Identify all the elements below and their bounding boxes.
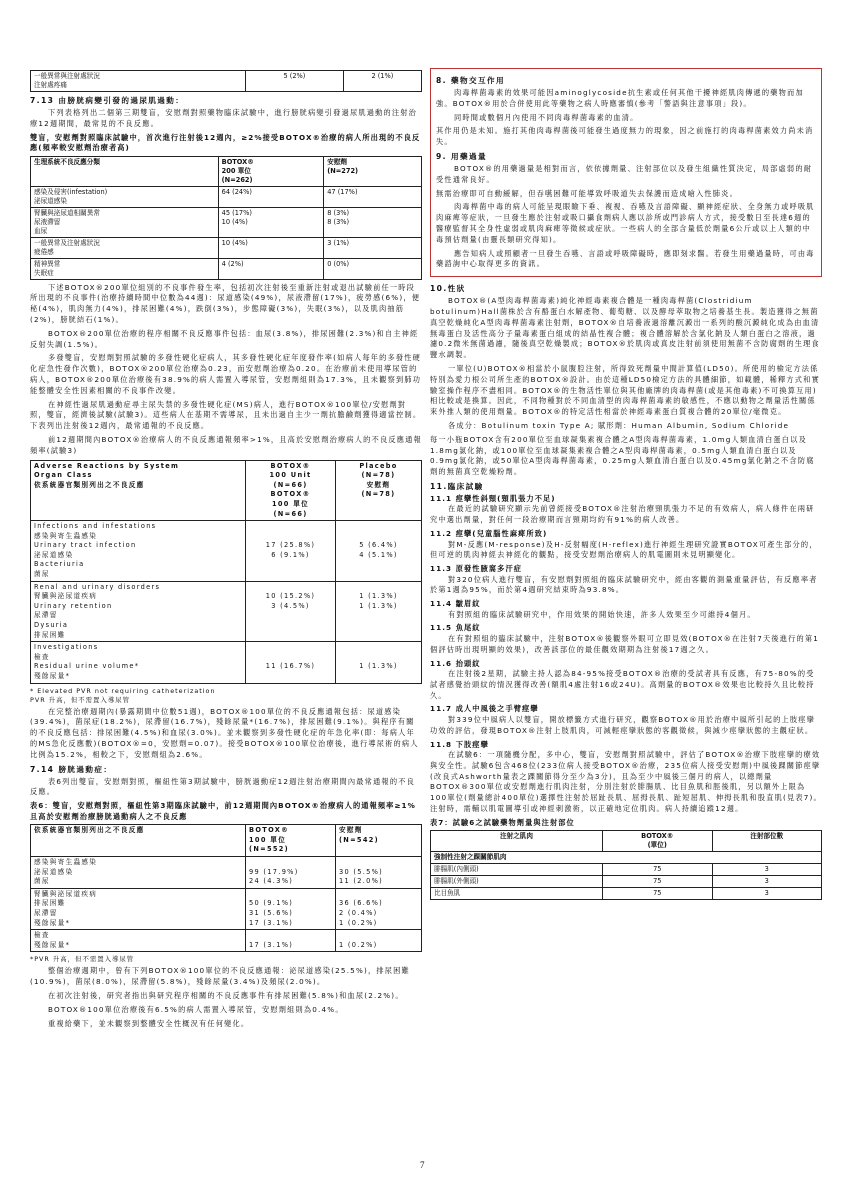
table-cell: 75 — [603, 876, 712, 888]
paragraph: 對339位中風病人以雙盲，開放標籤方式進行研究，觀察BOTOX®用於治療中風所引起的上肢痙攣功效的評估，發現BOTOX®注射上肢肌肉，可減輕痙攣狀態的客觀徵候，與減少痙攣狀態的主觀症狀。 — [430, 714, 816, 735]
bold-paragraph: 雙盲，安慰劑對照臨床試驗中，首次進行注射後12週內，≥2%接受BOTOX®治療的病人所出現的不良反應(頻率較安慰劑治療者高) — [30, 132, 421, 153]
table-title: 表7：試驗6之試驗藥物劑量與注射部位 — [430, 817, 575, 827]
table-cell: Infections and infestations 感染與寄生蟲感染 Urinary tract infection 泌尿道感染 Bacteriuria 菌尿 — [31, 521, 246, 582]
paragraph: 其作用仍是未知。施打其他肉毒桿菌後可能發生過度無力的現象，因之前施打的肉毒桿菌素效力尚未消失。 — [436, 126, 814, 147]
table-header-row — [31, 460, 422, 521]
table-cell: 75 — [603, 888, 712, 900]
table-cell: 10 (15.2%) 3 (4.5%) — [246, 581, 336, 642]
table-cell: 比目魚肌 — [431, 888, 603, 900]
table-cell: 64 (24%) — [218, 186, 324, 207]
subsection-heading: 11.7 成人中風後之手臂痙攣 — [430, 704, 539, 714]
table-header: BOTOX® 200 單位 (N=262) — [218, 156, 324, 186]
table-header: BOTOX® 100 Unit (N=66) BOTOX® 100 單位 (N=66) — [246, 460, 336, 521]
paragraph: 每一小瓶BOTOX含有200單位至血球凝集素複合體之A型肉毒桿菌毒素，1.0mg人類血清白蛋白以及1.8mg氯化鈉，或100單位至血球凝集素複合體之A型肉毒桿菌毒素，0.5mg人類血清白蛋白以及0.9mg氯化鈉，或50單位A型肉毒桿菌毒素，0.25mg人類血清白蛋白以及0.45mg氯化鈉之不含防腐劑的無菌真空乾燥粉劑。 — [430, 434, 815, 477]
paragraph: 有對照組的臨床試驗研究中，作用效果的開始快速，許多人效果至少可維持4個月。 — [448, 609, 756, 619]
paragraph: 各成分：Botulinum toxin Type A; 賦形劑：Human Albumin, Sodium Chloride — [448, 420, 790, 430]
table-cell: 5 (2%) — [246, 71, 344, 92]
paragraph: 肉毒桿菌中毒的病人可能呈現眼瞼下垂、複視、吞嚥及言語障礙、顯神經症狀、全身無力或呼吸肌肉麻痺等症狀，一旦發生應於注射或吸口攝食劑病人應以診所或門診病人方式，接受數日至長達6週的醫療監督其全身性虛弱或肌肉麻痺等徵候或症狀。一些病人的全部含量低於劑量6公斤或以上人類的中毒預估劑量(由靈長類研究得知)。 — [436, 202, 815, 244]
table-cell: 3 — [712, 864, 822, 876]
subsection-heading: 11.1 痙攣性斜頸(頸肌張力不足) — [430, 493, 556, 503]
table-cell: 36 (6.6%) 2 (0.4%) 1 (0.2%) — [335, 888, 421, 929]
table-cell: 5 (6.4%) 4 (5.1%) — [335, 521, 421, 582]
table-cell: 腎臟與泌尿道相關異常 尿液滯留 血尿 — [31, 207, 219, 237]
table-cell: 1 (1.3%) 1 (1.3%) — [335, 581, 421, 642]
table-cell: 腓腸肌(外側頭) — [431, 876, 603, 888]
dose-table — [430, 830, 822, 900]
table-cell: Investigations 檢查 Residual urine volume* 殘餘尿量* — [31, 642, 246, 683]
subsection-heading: 11.6 抬頭紋 — [430, 658, 481, 668]
table-header: 注射部位數 — [712, 831, 822, 852]
table-cell: 17 (25.8%) 6 (9.1%) — [246, 521, 336, 582]
paragraph: 對M-反應(M-response)及H-反射幅度(H-reflex)進行神經生理研究證實BOTOX可產生部分的，但可逆的肌肉神經去神經化的觀點，接受安慰劑治療病人的肌電圖則未見明顯變化。 — [430, 539, 818, 560]
table-row — [31, 521, 422, 582]
table-cell: 50 (9.1%) 31 (5.6%) 17 (3.1%) — [246, 888, 336, 929]
paragraph: 應告知病人或照顧者一旦發生吞嚥、言語或呼吸障礙時，應即刻求醫。若發生用藥過量時，可由毒藥諮詢中心取得更多的資訊。 — [436, 248, 815, 269]
table-cell: 3 — [712, 876, 822, 888]
paragraph: 在最近的試驗研究顯示先前曾經接受BOTOX®注射治療頸肌張力不足的有效病人，病人條件在兩研究中選出劑量，對任何一段治療期而言頸期均約有91%的病人改善。 — [430, 504, 815, 525]
table-cell: Renal and urinary disorders 腎臟與泌尿道疾病 Urinary retention 尿滯留 Dysuria 排尿困難 — [31, 581, 246, 642]
paragraph: 肉毒桿菌毒素的效果可能因aminoglycoside抗生素或任何其他干擾神經肌肉傳遞的藥物而加強。BOTOX®用於合併使用此等藥物之病人時應審慎(參考「警語與注意事項」段)。 — [436, 88, 804, 108]
table-cell: 一般異常及注射處狀況 疲倦感 — [31, 237, 219, 258]
table-cell: 30 (5.5%) 11 (2.0%) — [335, 856, 421, 888]
table-row — [31, 888, 422, 929]
paragraph: 在初次注射後，研究者指出與研究程序相關的不良反應事件有排尿困難(5.8%)和血尿(2.2%)。 — [48, 990, 404, 1000]
paragraph: BOTOX®200單位治療的程序相關不良反應事件包括：血尿(3.8%)，排尿困難(2.3%)和自主神經反射失調(1.5%)。 — [30, 328, 419, 349]
paragraph: 下述BOTOX®200單位組別的不良事件發生率，包括初次注射後至重新注射或退出試驗前任一時段所出現的不良事件(治療持續時間中位數為44週)：尿道感染(49%)，尿液滯留(17%)，疲勞感(6%)，便秘(4%)，肌肉無力(4%)，排尿困難(4%)，跌倒(3%)，步態障礙(3%)，失眠(3%)，以及肌肉抽筋(2%)，膀胱結石(1%)。 — [30, 282, 421, 324]
paragraph: 在試驗6：一項隨機分配，多中心，雙盲，安慰劑對照試驗中，評估了BOTOX®治療下肢痙攣的療效與安全性。試驗6包含468位(233位病人接受BOTOX®治療，235位病人接受安慰劑)中風後踝關節痙攣(改良式Ashworth量表之踝關節得分至少為3分)，且為至少中風後三個月的病人，以總劑量BOTOX®300單位或安慰劑進行肌肉注射，分別注射於腓腸肌、比目魚肌和脛後肌，另以額外上限為100單位(劑量總計400單位)選擇性注射於屈趾長肌、屈拇長肌、趾短屈肌、伸拇長肌和股直肌(見表7)。注射時，需輔以肌電圖導引或神經刺激術，以正確地定位肌肉。病人持續追蹤12週。 — [430, 750, 822, 814]
table-cell: 感染及侵害(infestation) 泌尿道感染 — [31, 186, 219, 207]
table-cell: 3 — [712, 888, 822, 900]
table-cell: 8 (3%) 8 (3%) — [324, 207, 422, 237]
paragraph: 多發雙盲，安慰劑對照試驗的多發性硬化症病人，其多發性硬化症年度發作率(如病人每年的多發性硬化症急性發作次數)，BOTOX®200單位治療為0.23，而安慰劑治療為0.20。在治療前未使用導尿管的病人，BOTOX®200單位治療後有38.9%的病人需置入導尿管，安慰劑組則為17.3%，且未觀察到肺功能整體安全性因素相關的不良事件改變。 — [30, 353, 422, 395]
section-heading: 8. 藥物交互作用 — [436, 76, 505, 85]
table-header: 依系統器官類別列出之不良反應 — [31, 825, 246, 857]
paragraph: 在有對照組的臨床試驗中，注射BOTOX®後觀察外眼可立即見效(BOTOX®在注射7天後進行的第1個評估時出現明顯的效果)，改善該部位的最佳觀效期期為注射後17週之久。 — [430, 633, 820, 654]
table-row — [431, 864, 822, 876]
table-header-row — [31, 825, 422, 857]
section-heading: 10.性狀 — [430, 284, 466, 294]
subsection-heading: 11.4 皺眉紋 — [430, 599, 481, 609]
table-row — [431, 888, 822, 900]
paragraph: 下列表格列出二個第三期雙盲，安慰劑對照藥物臨床試驗中，進行膀胱病變引發過尿肌過動的注射治療12週期間，最常見的不良反應。 — [30, 108, 418, 128]
paragraph: 整個治療週期中，曾有下列BOTOX®100單位的不良反應通報：泌尿道感染(25.5%)，排尿困難(10.9%)，菌尿(8.0%)，尿滯留(5.8%)，殘餘尿量(3.4%)及頻尿(2.0%)。 — [30, 966, 410, 987]
section-heading: 7.14 膀胱過動症： — [30, 764, 113, 774]
adverse-table-3 — [30, 824, 422, 952]
paragraph: 前12週期間內BOTOX®治療病人的不良反應通報頻率>1%，且高於安慰劑治療病人的不良反應通報頻率(試驗3) — [30, 434, 422, 455]
table-row — [31, 186, 422, 207]
table-header: BOTOX® (單位) — [603, 831, 712, 852]
section-heading: 11.臨床試驗 — [430, 481, 484, 491]
table-row — [31, 207, 422, 237]
table-cell: 一般異常與注射處狀況 注射處疼痛 — [31, 71, 246, 92]
table-cell: 17 (3.1%) — [246, 930, 336, 952]
paragraph: 在完整治療週期內(暴露期間中位數51週)，BOTOX®100單位的不良反應通報包括：尿道感染(39.4%)，菌尿症(18.2%)，尿滯留(16.7%)，殘餘尿量*(16.7%)，排尿困難(9.1%)。與程序有關的不良反應包括：排尿困難(4.5%)和血尿(3.0%)。並未觀察到多發性硬化症的年急化率(即：每病人年的MS急化反應數)(BOTOX®=0，安慰劑=0.07)。接受BOTOX®100單位治療後，進行導尿術的病人比例為15.2%，相較之下，安慰劑組為2.6%。 — [30, 706, 419, 759]
subsection-heading: 11.5 魚尾紋 — [430, 623, 481, 633]
table-cell: 感染與寄生蟲感染 泌尿道感染 菌尿 — [31, 856, 246, 888]
paragraph: 無需治療即可自動緩解，但吞嚥困難可能導致呼吸道失去保護而造成嗆入性肺炎。 — [436, 188, 738, 198]
table-cell: 0 (0%) — [324, 258, 422, 279]
table-header: 安慰劑 (N=542) — [335, 825, 421, 857]
table-cell: 4 (2%) — [218, 258, 324, 279]
table-cell: 2 (1%) — [343, 71, 421, 92]
paragraph: 在注射後2星期，試驗主持人認為84-95%接受BOTOX®治療的受試者具有反應，有75-80%的受試者感覺抬頭紋的情況獲得改善(額肌4處注射16或24U)。高劑量的BOTOX®效果也比較持久且比較持久。 — [430, 669, 815, 700]
paragraph: BOTOX®100單位治療後有6.5%的病人需置入導尿管，安慰劑組則為0.4%。 — [48, 1004, 344, 1014]
table-footnote: *PVR 升高，但不需置入導尿管 — [30, 955, 135, 964]
table-row — [31, 581, 422, 642]
table-cell: 腓腸肌(內側頭) — [431, 864, 603, 876]
table-cell: 檢查 殘餘尿量* — [31, 930, 246, 952]
table-header: BOTOX® 100 單位 (N=552) — [246, 825, 336, 857]
subsection-heading: 11.2 痙攣(兒童腦性麻痺所致) — [430, 529, 548, 538]
table-cell: 精神異常 失眠症 — [31, 258, 219, 279]
right-column — [430, 68, 822, 903]
table-cell: 75 — [603, 864, 712, 876]
table-header: Adverse Reactions by System Organ Class 依系統器官類別列出之不良反應 — [31, 460, 246, 521]
page-number: 7 — [420, 1160, 425, 1170]
subsection-heading: 11.8 下肢痙攣 — [430, 739, 489, 749]
continued-table — [30, 70, 422, 92]
left-column — [30, 68, 422, 1032]
table-cell: 1 (1.3%) — [335, 642, 421, 683]
paragraph: 重複給藥下，並未觀察到整體安全性概況有任何變化。 — [48, 1018, 250, 1028]
table-cell: 腎臟與泌尿道疾病 排尿困難 尿滯留 殘餘尿量* — [31, 888, 246, 929]
paragraph: 表6列出雙盲，安慰劑對照，樞紐性第3期試驗中，膀胱過動症12週注射治療期間內最常通報的不良反應。 — [30, 776, 415, 797]
table-cell: 11 (16.7%) — [246, 642, 336, 683]
table-row — [31, 930, 422, 952]
paragraph: BOTOX®(A型肉毒桿菌毒素)純化神經毒素複合體是一種肉毒桿菌(Clostridium botulinum)Hall菌株於含有酪蛋白水解產物、葡萄糖、以及酵母萃取物之培養基生長。製造獲得之無菌真空乾燥純化A型肉毒桿菌毒素注射劑，BOTOX®自培養液過溶離沉澱出一系列的酸沉澱純化成為由血清無毒蛋白及活性高分子量毒素蛋白組成的結晶性複合體；複合體溶解於含氯化鈉及人類白蛋白之溶液，過濾0.2微米無菌過濾，隨後真空乾燥製成；BOTOX®於肌肉或真皮注射前須使用無菌不含防腐劑的生理食鹽水調製。 — [430, 296, 820, 360]
highlighted-box — [430, 68, 822, 277]
subsection-heading: 11.3 原發性腋窩多汗症 — [430, 564, 523, 574]
paragraph: 對320位病人進行雙盲，有安慰劑對照組的臨床試驗研究中，經由客觀的測量重量評估，有反應率者於第1週為95%，而於第4週研究結束時為93.8%。 — [430, 574, 818, 595]
paragraph: BOTOX®的用藥過量是相對而言，依依據劑量、注射部位以及發生組織性質決定，局部虛弱的耐受性通常良好。 — [436, 163, 813, 184]
table-footnote: * Elevated PVR not requiring catheterization PVR 升高，但不需置入導尿管 — [30, 686, 216, 704]
table-cell: 47 (17%) — [324, 186, 422, 207]
paragraph: 在神經性過尿肌過動症尋主尿失禁的多發性硬化症(MS)病人，進行BOTOX®100單位/安慰劑對照，雙盲，經濟後試驗(試驗3)。這些病人在基期不需導尿，且未出過自主少一劑抗膽鹼劑獲得適當控制。下表列出注射後12週內，最常通報的不良反應。 — [30, 399, 422, 431]
table-cell: 10 (4%) — [218, 237, 324, 258]
table-row — [31, 258, 422, 279]
table-row — [31, 71, 422, 92]
section-heading: 7.13 由膀胱病變引發的過尿肌過動： — [30, 96, 185, 105]
adverse-table-1 — [30, 156, 422, 280]
section-heading: 9. 用藥過量 — [436, 151, 487, 161]
table-header-row — [431, 831, 822, 852]
table-cell: 1 (0.2%) — [335, 930, 421, 952]
table-cell: 3 (1%) — [324, 237, 422, 258]
table-cell: 99 (17.9%) 24 (4.3%) — [246, 856, 336, 888]
table-subheader: 強制性注射之踝關節肌肉 — [431, 852, 822, 864]
table-header: 注射之肌肉 — [431, 831, 603, 852]
table-subheader-row — [431, 852, 822, 864]
table-row — [31, 642, 422, 683]
table-header: Placebo (N=78) 安慰劑 (N=78) — [335, 460, 421, 521]
paragraph: 同時間或數個月內使用不同肉毒桿菌毒素的血清。 — [454, 112, 639, 122]
paragraph: 一單位(U)BOTOX®相當於小鼠腹腔注射，所得致死劑量中間計算值(LD50)。所使用的檢定方法係特別為愛力根公司所生產的BOTOX®設計。由於這種LD50檢定方法的具體細節，如載體，稀釋方式和實驗室操作程序不盡相同。BOTOX®的生物活性單位與其他廠牌的肉毒桿菌(或是其他毒素)不可換算互用)相比較或是換算。因此，不同物種對於不同血清型的肉毒桿菌毒素的敏感性，不應以動物之劑量活性關係來外推人類的使用劑量。BOTOX®的特定活性相當於神經毒素蛋白質複合體的20單位/毫微克。 — [430, 363, 820, 417]
table-row — [31, 856, 422, 888]
table-header-row — [31, 156, 422, 186]
table-cell: 45 (17%) 10 (4%) — [218, 207, 324, 237]
table-header: 安慰劑 (N=272) — [324, 156, 422, 186]
table-header: 生理系統不良反應分類 — [31, 156, 219, 186]
adverse-table-2 — [30, 460, 422, 684]
table-row — [431, 876, 822, 888]
bold-paragraph: 表6：雙盲，安慰劑對照，樞紐性第3期臨床試驗中，前12週期間內BOTOX®治療病人的通報頻率≥1%且高於安慰劑治療膀胱過動病人之不良反應 — [30, 801, 416, 821]
table-row — [31, 237, 422, 258]
